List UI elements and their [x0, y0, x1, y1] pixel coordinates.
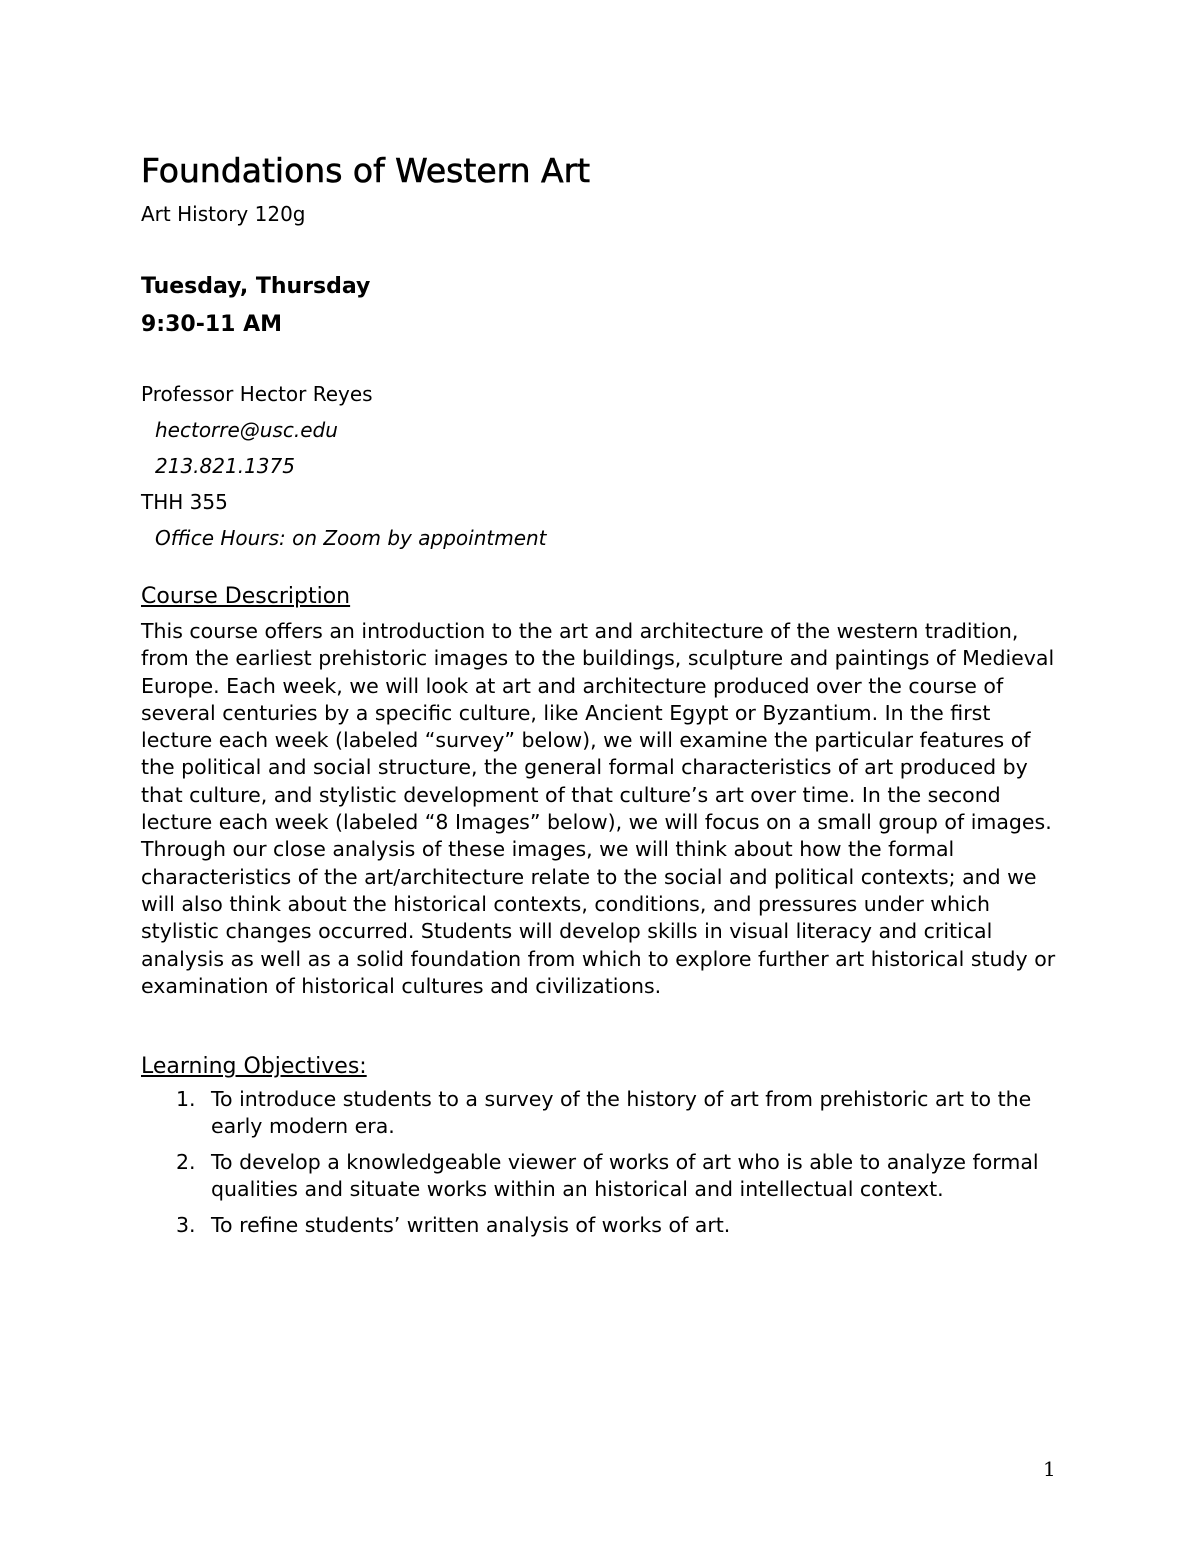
- document-title: Foundations of Western Art: [141, 151, 591, 190]
- course-code: Art History 120g: [141, 202, 306, 226]
- meeting-time: 9:30-11 AM: [141, 312, 283, 337]
- page-number: 1: [1043, 1457, 1056, 1481]
- list-item-number: 2.: [176, 1150, 196, 1175]
- office-location: THH 355: [141, 490, 228, 514]
- contact-block: [141, 376, 1071, 556]
- list-item-text: To introduce students to a survey of the history of art from prehistoric art to the early modern era.: [211, 1087, 1032, 1138]
- meeting-days: Tuesday, Thursday: [141, 274, 371, 299]
- list-item-text: To develop a knowledgeable viewer of works of art who is able to analyze formal qualities and situate works within an historical and intellectual context.: [211, 1150, 1039, 1201]
- course-description-heading: Course Description: [141, 584, 351, 609]
- list-item-number: 3.: [176, 1213, 196, 1238]
- professor-phone: 213.821.1375: [155, 454, 295, 478]
- professor-name: Professor Hector Reyes: [141, 382, 373, 406]
- list-item: [141, 1149, 1071, 1202]
- list-item-text: To refine students’ written analysis of works of art.: [211, 1213, 731, 1238]
- list-item-number: 1.: [176, 1087, 196, 1112]
- office-hours: Office Hours: on Zoom by appointment: [155, 526, 547, 550]
- list-item: [141, 1086, 1071, 1139]
- schedule-block: [141, 268, 1071, 344]
- professor-email[interactable]: hectorre@usc.edu: [155, 418, 338, 442]
- learning-objectives-heading: Learning Objectives:: [141, 1054, 367, 1080]
- page-content: [141, 150, 1071, 1249]
- course-description-body: This course offers an introduction to the art and architecture of the western tradition, from the earliest prehistoric images to the buildings, sculpture and paintings of Medieval Europe. Each week, we will look at art and architecture produced over the course of several centuries by a specific culture, like Ancient Egypt or Byzantium. In the first lecture each week (labeled “survey” below), we will examine the particular features of the political and social structure, the general formal characteristics of art produced by that culture, and stylistic development of that culture’s art over time. In the second lecture each week (labeled “8 Images” below), we will focus on a small group of images. Through our close analysis of these images, we will think about how the formal characteristics of the art/architecture relate to the social and political contexts; and we will also think about the historical contexts, conditions, and pressures under which stylistic changes occurred. Students will develop skills in visual literacy and critical analysis as well as a solid foundation from which to explore further art historical study or examination of historical cultures and civilizations.: [141, 619, 1056, 998]
- learning-objectives-list: [141, 1086, 1071, 1239]
- list-item: [141, 1212, 1071, 1239]
